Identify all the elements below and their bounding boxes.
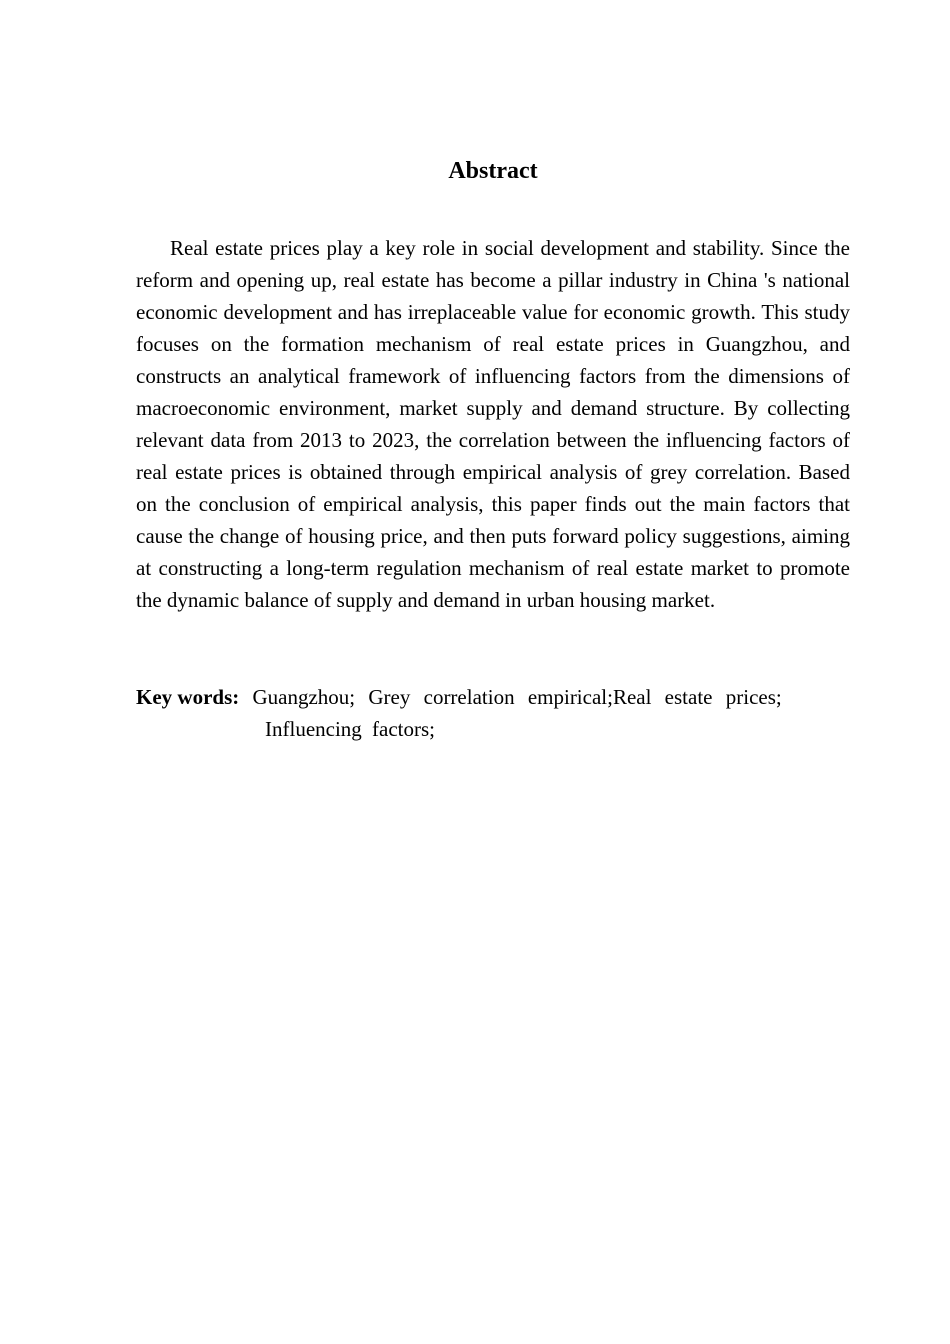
keywords-line-2: Influencing factors; bbox=[265, 717, 436, 741]
abstract-title: Abstract bbox=[448, 158, 538, 184]
abstract-body: Real estate prices play a key role in social development and stability. Since the reform and opening up, real estate has become a pillar industry in China 's national economic development and has irreplaceable value for economic growth. This study focuses on the formation mechanism of real estate prices in Guangzhou, and constructs an analytical framework of influencing factors from the dimensions of macroeconomic environment, market supply and demand structure. By collecting relevant data from 2013 to 2023, the correlation between the influencing factors of real estate prices is obtained through empirical analysis of grey correlation. Based on the conclusion of empirical analysis, this paper finds out the main factors that cause the change of housing price, and then puts forward policy suggestions, aiming at constructing a long-term regulation mechanism of real estate market to promote the dynamic balance of supply and demand in urban housing market. bbox=[136, 236, 850, 612]
keywords-section bbox=[136, 681, 850, 745]
keywords-label: Key words: bbox=[136, 685, 240, 709]
keywords-list-1: Guangzhou; Grey correlation empirical;Real estate prices; bbox=[252, 685, 782, 709]
keywords-line-1 bbox=[136, 681, 850, 713]
